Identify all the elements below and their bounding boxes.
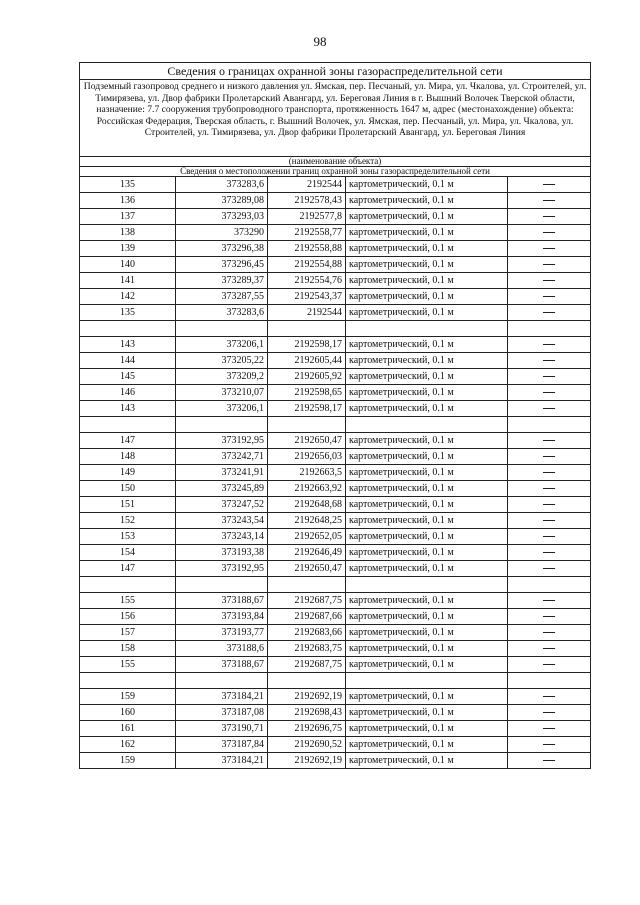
table-row xyxy=(80,481,591,497)
dash-mark xyxy=(543,296,555,297)
dash-cell xyxy=(508,625,591,641)
method-cell: картометрический, 0.1 м xyxy=(346,433,508,449)
dash-cell xyxy=(508,209,591,225)
separator-row xyxy=(80,577,591,593)
empty-cell xyxy=(80,577,176,593)
method-cell: картометрический, 0.1 м xyxy=(346,177,508,193)
table-row xyxy=(80,529,591,545)
dash-mark xyxy=(543,376,555,377)
method-cell: картометрический, 0.1 м xyxy=(346,305,508,321)
dash-cell xyxy=(508,753,591,769)
point-number-cell: 159 xyxy=(80,753,176,769)
dash-mark xyxy=(543,440,555,441)
y-coordinate-cell: 2192663,5 xyxy=(268,465,346,481)
dash-cell xyxy=(508,225,591,241)
dash-mark xyxy=(543,216,555,217)
x-coordinate-cell: 373287,55 xyxy=(176,289,268,305)
y-coordinate-cell: 2192605,44 xyxy=(268,353,346,369)
x-coordinate-cell: 373241,91 xyxy=(176,465,268,481)
point-number-cell: 157 xyxy=(80,625,176,641)
point-number-cell: 136 xyxy=(80,193,176,209)
x-coordinate-cell: 373206,1 xyxy=(176,401,268,417)
dash-mark xyxy=(543,632,555,633)
method-cell: картометрический, 0.1 м xyxy=(346,337,508,353)
point-number-cell: 156 xyxy=(80,609,176,625)
y-coordinate-cell: 2192554,76 xyxy=(268,273,346,289)
object-caption: (наименование объекта) xyxy=(80,157,591,167)
y-coordinate-cell: 2192690,52 xyxy=(268,737,346,753)
y-coordinate-cell: 2192554,88 xyxy=(268,257,346,273)
dash-cell xyxy=(508,497,591,513)
point-number-cell: 160 xyxy=(80,705,176,721)
x-coordinate-cell: 373192,95 xyxy=(176,561,268,577)
dash-cell xyxy=(508,273,591,289)
dash-mark xyxy=(543,472,555,473)
point-number-cell: 147 xyxy=(80,561,176,577)
x-coordinate-cell: 373205,22 xyxy=(176,353,268,369)
method-cell: картометрический, 0.1 м xyxy=(346,529,508,545)
method-cell: картометрический, 0.1 м xyxy=(346,657,508,673)
dash-mark xyxy=(543,392,555,393)
dash-cell xyxy=(508,257,591,273)
dash-mark xyxy=(543,488,555,489)
y-coordinate-cell: 2192648,25 xyxy=(268,513,346,529)
dash-cell xyxy=(508,609,591,625)
dash-mark xyxy=(543,712,555,713)
separator-row xyxy=(80,321,591,337)
dash-cell xyxy=(508,465,591,481)
method-cell: картометрический, 0.1 м xyxy=(346,689,508,705)
table-row xyxy=(80,593,591,609)
dash-mark xyxy=(543,744,555,745)
dash-mark xyxy=(543,600,555,601)
y-coordinate-cell: 2192544 xyxy=(268,177,346,193)
y-coordinate-cell: 2192650,47 xyxy=(268,433,346,449)
dash-cell xyxy=(508,641,591,657)
x-coordinate-cell: 373283,6 xyxy=(176,177,268,193)
page-number: 98 xyxy=(313,34,327,49)
x-coordinate-cell: 373243,54 xyxy=(176,513,268,529)
point-number-cell: 152 xyxy=(80,513,176,529)
y-coordinate-cell: 2192683,66 xyxy=(268,625,346,641)
dash-cell xyxy=(508,449,591,465)
x-coordinate-cell: 373206,1 xyxy=(176,337,268,353)
y-coordinate-cell: 2192578,43 xyxy=(268,193,346,209)
point-number-cell: 155 xyxy=(80,657,176,673)
table-row xyxy=(80,449,591,465)
point-number-cell: 144 xyxy=(80,353,176,369)
x-coordinate-cell: 373184,21 xyxy=(176,689,268,705)
table-row xyxy=(80,497,591,513)
x-coordinate-cell: 373247,52 xyxy=(176,497,268,513)
y-coordinate-cell: 2192687,75 xyxy=(268,593,346,609)
point-number-cell: 158 xyxy=(80,641,176,657)
y-coordinate-cell: 2192683,75 xyxy=(268,641,346,657)
dash-mark xyxy=(543,552,555,553)
dash-cell xyxy=(508,705,591,721)
point-number-cell: 149 xyxy=(80,465,176,481)
method-cell: картометрический, 0.1 м xyxy=(346,753,508,769)
table-row xyxy=(80,241,591,257)
y-coordinate-cell: 2192663,92 xyxy=(268,481,346,497)
method-cell: картометрический, 0.1 м xyxy=(346,641,508,657)
dash-mark xyxy=(543,232,555,233)
dash-cell xyxy=(508,481,591,497)
table-row xyxy=(80,433,591,449)
empty-cell xyxy=(268,673,346,689)
table-row xyxy=(80,657,591,673)
dash-cell xyxy=(508,353,591,369)
dash-mark xyxy=(543,312,555,313)
x-coordinate-cell: 373187,84 xyxy=(176,737,268,753)
dash-cell xyxy=(508,369,591,385)
x-coordinate-cell: 373188,67 xyxy=(176,657,268,673)
dash-cell xyxy=(508,721,591,737)
method-cell: картометрический, 0.1 м xyxy=(346,449,508,465)
dash-cell xyxy=(508,241,591,257)
table-row xyxy=(80,513,591,529)
dash-mark xyxy=(543,568,555,569)
empty-cell xyxy=(176,417,268,433)
table-row xyxy=(80,609,591,625)
dash-mark xyxy=(543,360,555,361)
table-row xyxy=(80,545,591,561)
table-row xyxy=(80,721,591,737)
point-number-cell: 140 xyxy=(80,257,176,273)
x-coordinate-cell: 373283,6 xyxy=(176,305,268,321)
table-row xyxy=(80,225,591,241)
dash-cell xyxy=(508,545,591,561)
point-number-cell: 135 xyxy=(80,177,176,193)
method-cell: картометрический, 0.1 м xyxy=(346,273,508,289)
x-coordinate-cell: 373192,95 xyxy=(176,433,268,449)
point-number-cell: 159 xyxy=(80,689,176,705)
x-coordinate-cell: 373193,38 xyxy=(176,545,268,561)
dash-mark xyxy=(543,408,555,409)
method-cell: картометрический, 0.1 м xyxy=(346,369,508,385)
x-coordinate-cell: 373210,07 xyxy=(176,385,268,401)
location-header: Сведения о местоположении границ охранной зоны газораспределительной сети xyxy=(80,167,591,177)
dash-cell xyxy=(508,513,591,529)
method-cell: картометрический, 0.1 м xyxy=(346,209,508,225)
method-cell: картометрический, 0.1 м xyxy=(346,385,508,401)
y-coordinate-cell: 2192698,43 xyxy=(268,705,346,721)
point-number-cell: 139 xyxy=(80,241,176,257)
dash-cell xyxy=(508,177,591,193)
empty-cell xyxy=(268,321,346,337)
dash-mark xyxy=(543,184,555,185)
y-coordinate-cell: 2192598,17 xyxy=(268,337,346,353)
empty-cell xyxy=(176,673,268,689)
method-cell: картометрический, 0.1 м xyxy=(346,609,508,625)
x-coordinate-cell: 373296,45 xyxy=(176,257,268,273)
table-row xyxy=(80,641,591,657)
dash-cell xyxy=(508,305,591,321)
empty-cell xyxy=(508,577,591,593)
method-cell: картометрический, 0.1 м xyxy=(346,481,508,497)
method-cell: картометрический, 0.1 м xyxy=(346,241,508,257)
dash-cell xyxy=(508,433,591,449)
table-row xyxy=(80,401,591,417)
dash-cell xyxy=(508,401,591,417)
y-coordinate-cell: 2192650,47 xyxy=(268,561,346,577)
point-number-cell: 148 xyxy=(80,449,176,465)
dash-cell xyxy=(508,657,591,673)
method-cell: картометрический, 0.1 м xyxy=(346,593,508,609)
empty-cell xyxy=(176,321,268,337)
point-number-cell: 135 xyxy=(80,305,176,321)
y-coordinate-cell: 2192656,03 xyxy=(268,449,346,465)
dash-cell xyxy=(508,737,591,753)
dash-mark xyxy=(543,616,555,617)
point-number-cell: 153 xyxy=(80,529,176,545)
point-number-cell: 143 xyxy=(80,401,176,417)
point-number-cell: 150 xyxy=(80,481,176,497)
method-cell: картометрический, 0.1 м xyxy=(346,257,508,273)
x-coordinate-cell: 373188,6 xyxy=(176,641,268,657)
point-number-cell: 142 xyxy=(80,289,176,305)
x-coordinate-cell: 373184,21 xyxy=(176,753,268,769)
point-number-cell: 137 xyxy=(80,209,176,225)
dash-mark xyxy=(543,664,555,665)
method-cell: картометрический, 0.1 м xyxy=(346,705,508,721)
dash-mark xyxy=(543,728,555,729)
x-coordinate-cell: 373187,08 xyxy=(176,705,268,721)
point-number-cell: 161 xyxy=(80,721,176,737)
method-cell: картометрический, 0.1 м xyxy=(346,545,508,561)
boundary-table xyxy=(79,62,591,769)
table-row xyxy=(80,561,591,577)
method-cell: картометрический, 0.1 м xyxy=(346,401,508,417)
dash-cell xyxy=(508,289,591,305)
x-coordinate-cell: 373293,03 xyxy=(176,209,268,225)
point-number-cell: 138 xyxy=(80,225,176,241)
table-row xyxy=(80,257,591,273)
empty-cell xyxy=(80,321,176,337)
dash-cell xyxy=(508,385,591,401)
method-cell: картометрический, 0.1 м xyxy=(346,289,508,305)
dash-cell xyxy=(508,337,591,353)
point-number-cell: 147 xyxy=(80,433,176,449)
object-description: Подземный газопровод среднего и низкого давления ул. Ямская, пер. Песчаный, ул. Мира, ул. Чкалова, ул. Строителей, ул. Тимирязева, ул. Двор фабрики Пролетарский Авангард, ул. Береговая Линия в г. Вышний Волочек Тверской области, назначение: 7.7 сооружения трубопроводного транспорта, протяженность 1647 м, адрес (местонахождение) объекта: Российская Федерация, Тверская область, г. Вышний Волочек, ул. Ямская, пер. Песчаный, ул. Мира, ул. Чкалова, ул. Строителей, ул. Тимирязева, ул. Двор фабрики Пролетарский Авангард, ул. Береговая Линия xyxy=(80,80,591,157)
point-number-cell: 151 xyxy=(80,497,176,513)
y-coordinate-cell: 2192687,66 xyxy=(268,609,346,625)
y-coordinate-cell: 2192544 xyxy=(268,305,346,321)
dash-cell xyxy=(508,529,591,545)
empty-cell xyxy=(80,417,176,433)
y-coordinate-cell: 2192598,17 xyxy=(268,401,346,417)
dash-mark xyxy=(543,264,555,265)
x-coordinate-cell: 373188,67 xyxy=(176,593,268,609)
x-coordinate-cell: 373289,08 xyxy=(176,193,268,209)
empty-cell xyxy=(268,417,346,433)
table-row xyxy=(80,385,591,401)
table-row xyxy=(80,273,591,289)
y-coordinate-cell: 2192696,75 xyxy=(268,721,346,737)
method-cell: картометрический, 0.1 м xyxy=(346,625,508,641)
point-number-cell: 146 xyxy=(80,385,176,401)
empty-cell xyxy=(176,577,268,593)
separator-row xyxy=(80,673,591,689)
table-row xyxy=(80,625,591,641)
empty-cell xyxy=(346,673,508,689)
y-coordinate-cell: 2192687,75 xyxy=(268,657,346,673)
method-cell: картометрический, 0.1 м xyxy=(346,225,508,241)
table-row xyxy=(80,177,591,193)
dash-mark xyxy=(543,520,555,521)
table-row xyxy=(80,705,591,721)
dash-cell xyxy=(508,561,591,577)
dash-mark xyxy=(543,760,555,761)
point-number-cell: 141 xyxy=(80,273,176,289)
method-cell: картометрический, 0.1 м xyxy=(346,561,508,577)
dash-cell xyxy=(508,689,591,705)
x-coordinate-cell: 373296,38 xyxy=(176,241,268,257)
table-row xyxy=(80,289,591,305)
dash-cell xyxy=(508,193,591,209)
method-cell: картометрический, 0.1 м xyxy=(346,193,508,209)
table-row xyxy=(80,737,591,753)
point-number-cell: 154 xyxy=(80,545,176,561)
x-coordinate-cell: 373190,71 xyxy=(176,721,268,737)
empty-cell xyxy=(80,673,176,689)
dash-mark xyxy=(543,280,555,281)
y-coordinate-cell: 2192577,8 xyxy=(268,209,346,225)
x-coordinate-cell: 373290 xyxy=(176,225,268,241)
x-coordinate-cell: 373242,71 xyxy=(176,449,268,465)
dash-mark xyxy=(543,504,555,505)
y-coordinate-cell: 2192692,19 xyxy=(268,753,346,769)
point-number-cell: 162 xyxy=(80,737,176,753)
dash-mark xyxy=(543,248,555,249)
empty-cell xyxy=(508,321,591,337)
dash-mark xyxy=(543,344,555,345)
table-row xyxy=(80,369,591,385)
y-coordinate-cell: 2192605,92 xyxy=(268,369,346,385)
dash-mark xyxy=(543,200,555,201)
point-number-cell: 145 xyxy=(80,369,176,385)
separator-row xyxy=(80,417,591,433)
method-cell: картометрический, 0.1 м xyxy=(346,721,508,737)
dash-mark xyxy=(543,696,555,697)
method-cell: картометрический, 0.1 м xyxy=(346,353,508,369)
table-row xyxy=(80,353,591,369)
empty-cell xyxy=(346,417,508,433)
table-row xyxy=(80,465,591,481)
y-coordinate-cell: 2192652,05 xyxy=(268,529,346,545)
table-row xyxy=(80,193,591,209)
empty-cell xyxy=(508,417,591,433)
x-coordinate-cell: 373289,37 xyxy=(176,273,268,289)
y-coordinate-cell: 2192558,88 xyxy=(268,241,346,257)
table-row xyxy=(80,337,591,353)
dash-mark xyxy=(543,648,555,649)
empty-cell xyxy=(268,577,346,593)
x-coordinate-cell: 373245,89 xyxy=(176,481,268,497)
method-cell: картометрический, 0.1 м xyxy=(346,737,508,753)
empty-cell xyxy=(346,577,508,593)
empty-cell xyxy=(508,673,591,689)
y-coordinate-cell: 2192598,65 xyxy=(268,385,346,401)
x-coordinate-cell: 373193,84 xyxy=(176,609,268,625)
table-row xyxy=(80,689,591,705)
point-number-cell: 155 xyxy=(80,593,176,609)
point-number-cell: 143 xyxy=(80,337,176,353)
y-coordinate-cell: 2192558,77 xyxy=(268,225,346,241)
dash-mark xyxy=(543,456,555,457)
y-coordinate-cell: 2192692,19 xyxy=(268,689,346,705)
method-cell: картометрический, 0.1 м xyxy=(346,497,508,513)
table-row xyxy=(80,753,591,769)
x-coordinate-cell: 373209,2 xyxy=(176,369,268,385)
empty-cell xyxy=(346,321,508,337)
method-cell: картометрический, 0.1 м xyxy=(346,513,508,529)
method-cell: картометрический, 0.1 м xyxy=(346,465,508,481)
y-coordinate-cell: 2192646,49 xyxy=(268,545,346,561)
table-row xyxy=(80,305,591,321)
dash-mark xyxy=(543,536,555,537)
table-row xyxy=(80,209,591,225)
dash-cell xyxy=(508,593,591,609)
table-title: Сведения о границах охранной зоны газораспределительной сети xyxy=(80,63,591,80)
x-coordinate-cell: 373193,77 xyxy=(176,625,268,641)
y-coordinate-cell: 2192648,68 xyxy=(268,497,346,513)
x-coordinate-cell: 373243,14 xyxy=(176,529,268,545)
y-coordinate-cell: 2192543,37 xyxy=(268,289,346,305)
